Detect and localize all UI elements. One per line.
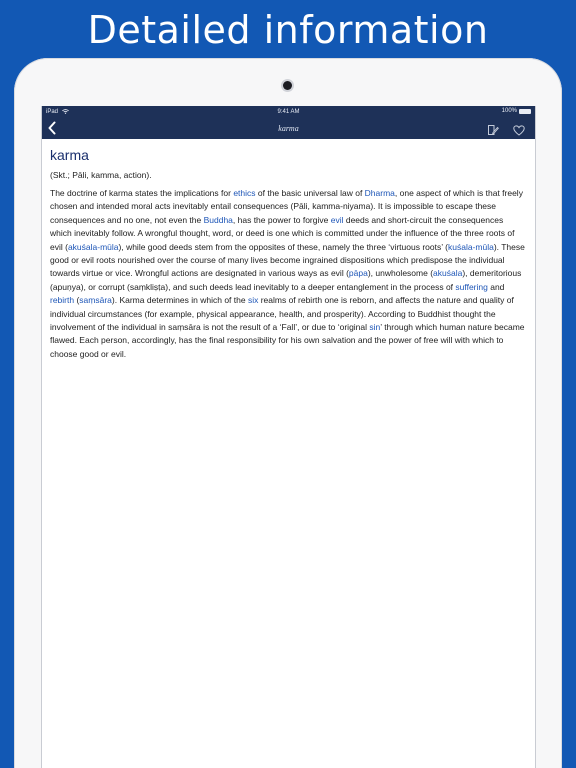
- body-text: , has the power to forgive: [232, 214, 331, 225]
- edit-note-icon: [487, 124, 499, 136]
- device-name: iPad: [46, 109, 59, 116]
- body-text: The doctrine of karma states the implications for: [50, 188, 234, 198]
- front-camera: [283, 81, 292, 90]
- term-link[interactable]: evil: [330, 214, 344, 225]
- body-text: of the basic universal law of: [255, 188, 365, 198]
- entry-body: [50, 187, 526, 361]
- favorite-button[interactable]: [513, 123, 527, 135]
- body-text: ), unwholesome (: [367, 268, 434, 279]
- entry-title: karma: [50, 147, 89, 163]
- body-text: realms of rebirth one is reborn, and affects the nature and quality of individual circumstances (for example, physical appearance, health, and prosperity). According to Buddhist thought the involvement of the individual in saṃsāra is not the result of a ‘Fall’, or due to ‘original: [50, 295, 514, 333]
- body-text: ’ through which human nature became flawed. Each person, accordingly, has the final responsibility for his own salvation and the power of free will with which to choose good or evil.: [50, 322, 525, 359]
- body-text: ). These good or evil roots nourished over the course of many lives become ingrained dispositions which predispose the individual towards virtue or vice. Wrongful actions are designated in various ways as evil (: [50, 241, 525, 279]
- status-bar: [42, 106, 535, 119]
- term-link[interactable]: Dharma: [364, 188, 395, 198]
- term-link[interactable]: kuśala-mūla: [447, 241, 494, 252]
- body-text: ), demeritorious (apuṇya), or corrupt (saṃkliṣṭa), and such deeds lead inevitably to a deeper entanglement in the process of: [50, 268, 522, 292]
- body-text: , one aspect of which is that freely chosen and intended moral acts inevitably entail consequences (Pāli, kamma-niyama). It is impossible to escape these consequences and no one, not even the: [50, 188, 523, 225]
- term-link[interactable]: akuśala: [433, 268, 463, 279]
- entry-subtitle: (Skt.; Pāli, kamma, action).: [50, 170, 152, 180]
- edit-note-button[interactable]: [487, 123, 501, 135]
- term-link[interactable]: sin: [369, 322, 381, 333]
- term-link[interactable]: akuśala-mūla: [67, 241, 119, 252]
- term-link[interactable]: Buddha: [203, 214, 233, 225]
- app-screen: [41, 106, 536, 768]
- body-text: and: [487, 281, 505, 292]
- entry-content: [42, 139, 535, 361]
- term-link[interactable]: six: [247, 295, 259, 306]
- status-time: 9:41 AM: [277, 109, 300, 115]
- body-text: deeds and short-circuit the consequences which inevitably follow. A wrongful thought, word, or deed is one which is committed under the influence of the three roots of evil (: [50, 214, 515, 252]
- term-link[interactable]: rebirth: [50, 295, 75, 306]
- battery-icon: [519, 109, 531, 114]
- term-link[interactable]: suffering: [455, 281, 488, 292]
- term-link[interactable]: pāpa: [348, 268, 368, 279]
- body-text: ). Karma determines in which of the: [111, 295, 248, 306]
- nav-title: karma: [278, 124, 299, 133]
- term-link[interactable]: ethics: [233, 188, 256, 198]
- nav-bar: [42, 119, 535, 139]
- term-link[interactable]: saṃsāra: [79, 295, 112, 306]
- promo-title: Detailed information: [87, 8, 489, 52]
- body-text: (: [74, 295, 80, 306]
- battery-percent: 100%: [501, 108, 517, 114]
- heart-icon: [513, 125, 525, 136]
- status-battery: [502, 108, 531, 114]
- body-text: ), while good deeds stem from the opposites of these, namely the three ‘virtuous roots’ (: [118, 241, 448, 252]
